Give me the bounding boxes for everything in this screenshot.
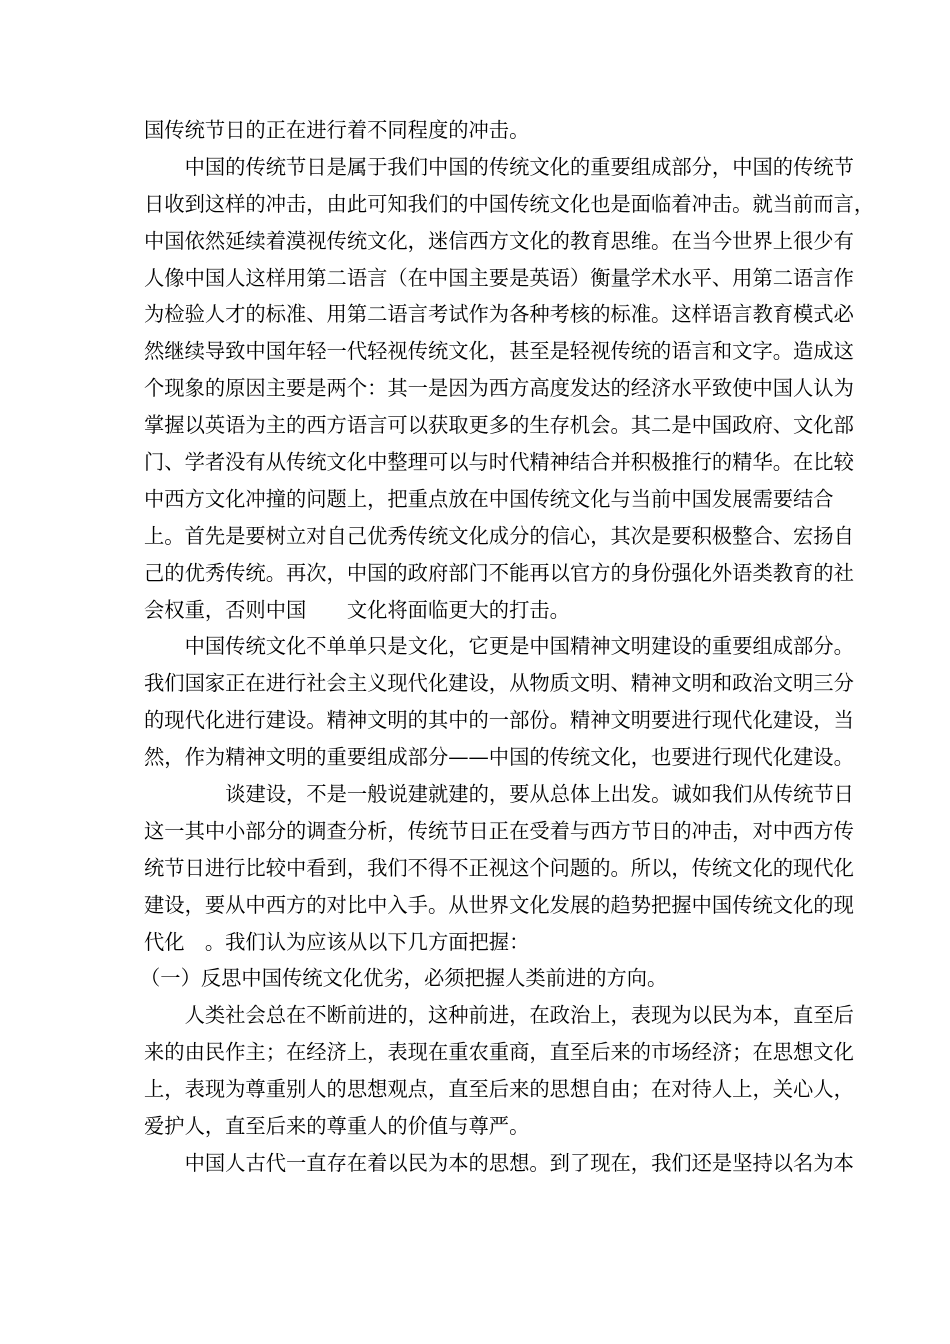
text-line: 掌握以英语为主的西方语言可以获取更多的生存机会。其二是中国政府、文化部: [144, 413, 854, 438]
text-line: 国传统节日的正在进行着不同程度的冲击。: [144, 118, 530, 142]
text-line: 中国依然延续着漠视传统文化，迷信西方文化的教育思维。在当今世界上很少有: [144, 228, 854, 253]
text-line: 我们国家正在进行社会主义现代化建设，从物质文明、精神文明和政治文明三分: [144, 671, 854, 696]
document-body: [140, 112, 875, 1182]
text-line: 中国人古代一直存在着以民为本的思想。到了现在，我们还是坚持以名为本: [184, 1150, 854, 1175]
text-line: 人类社会总在不断前进的，这种前进，在政治上，表现为以民为本，直至后: [184, 1003, 854, 1028]
text-line: 代化 。我们认为应该从以下几方面把握：: [144, 929, 530, 954]
text-line: 中国传统文化不单单只是文化，它更是中国精神文明建设的重要组成部分。: [184, 634, 854, 659]
text-line: 上。首先是要树立对自己优秀传统文化成分的信心，其次是要积极整合、宏扬自: [144, 523, 854, 548]
text-line: 来的由民作主；在经济上，表现在重农重商，直至后来的市场经济；在思想文化: [144, 1040, 854, 1065]
text-line: 这一其中小部分的调查分析，传统节日正在受着与西方节日的冲击，对中西方传: [144, 818, 854, 843]
text-line: 上，表现为尊重别人的思想观点，直至后来的思想自由；在对待人上，关心人，: [144, 1077, 854, 1102]
text-line: 个现象的原因主要是两个：其一是因为西方高度发达的经济水平致使中国人认为: [144, 376, 854, 401]
text-line: 的现代化进行建设。精神文明的其中的一部份。精神文明要进行现代化建设，当: [144, 708, 854, 733]
text-line: 统节日进行比较中看到，我们不得不正视这个问题的。所以，传统文化的现代化: [144, 855, 854, 880]
text-line: 己的优秀传统。再次，中国的政府部门不能再以官方的身份强化外语类教育的社: [144, 560, 854, 585]
text-line: 然，作为精神文明的重要组成部分——中国的传统文化，也要进行现代化建设。: [144, 745, 854, 770]
text-line: 中西方文化冲撞的问题上，把重点放在中国传统文化与当前中国发展需要结合: [144, 486, 834, 511]
text-line: 中国的传统节日是属于我们中国的传统文化的重要组成部分，中国的传统节: [184, 154, 854, 179]
text-line: 为检验人才的标准、用第二语言考试作为各种考核的标准。这样语言教育模式必: [144, 302, 854, 327]
text-line: 门、学者没有从传统文化中整理可以与时代精神结合并积极推行的精华。在比较: [144, 450, 854, 475]
text-line: 建设，要从中西方的对比中入手。从世界文化发展的趋势把握中国传统文化的现: [144, 892, 854, 917]
section-heading: （一）反思中国传统文化优劣，必须把握人类前进的方向。: [140, 966, 668, 991]
text-line: 爱护人，直至后来的尊重人的价值与尊严。: [144, 1114, 530, 1139]
text-line: 人像中国人这样用第二语言（在中国主要是英语）衡量学术水平、用第二语言作: [144, 265, 854, 290]
text-line: 然继续导致中国年轻一代轻视传统文化，甚至是轻视传统的语言和文字。造成这: [144, 339, 854, 364]
text-line: 谈建设，不是一般说建就建的，要从总体上出发。诚如我们从传统节日: [225, 782, 854, 807]
text-line: 会权重，否则中国 文化将面临更大的打击。: [144, 597, 570, 622]
text-line: 日收到这样的冲击，由此可知我们的中国传统文化也是面临着冲击。就当前而言，: [144, 191, 875, 216]
